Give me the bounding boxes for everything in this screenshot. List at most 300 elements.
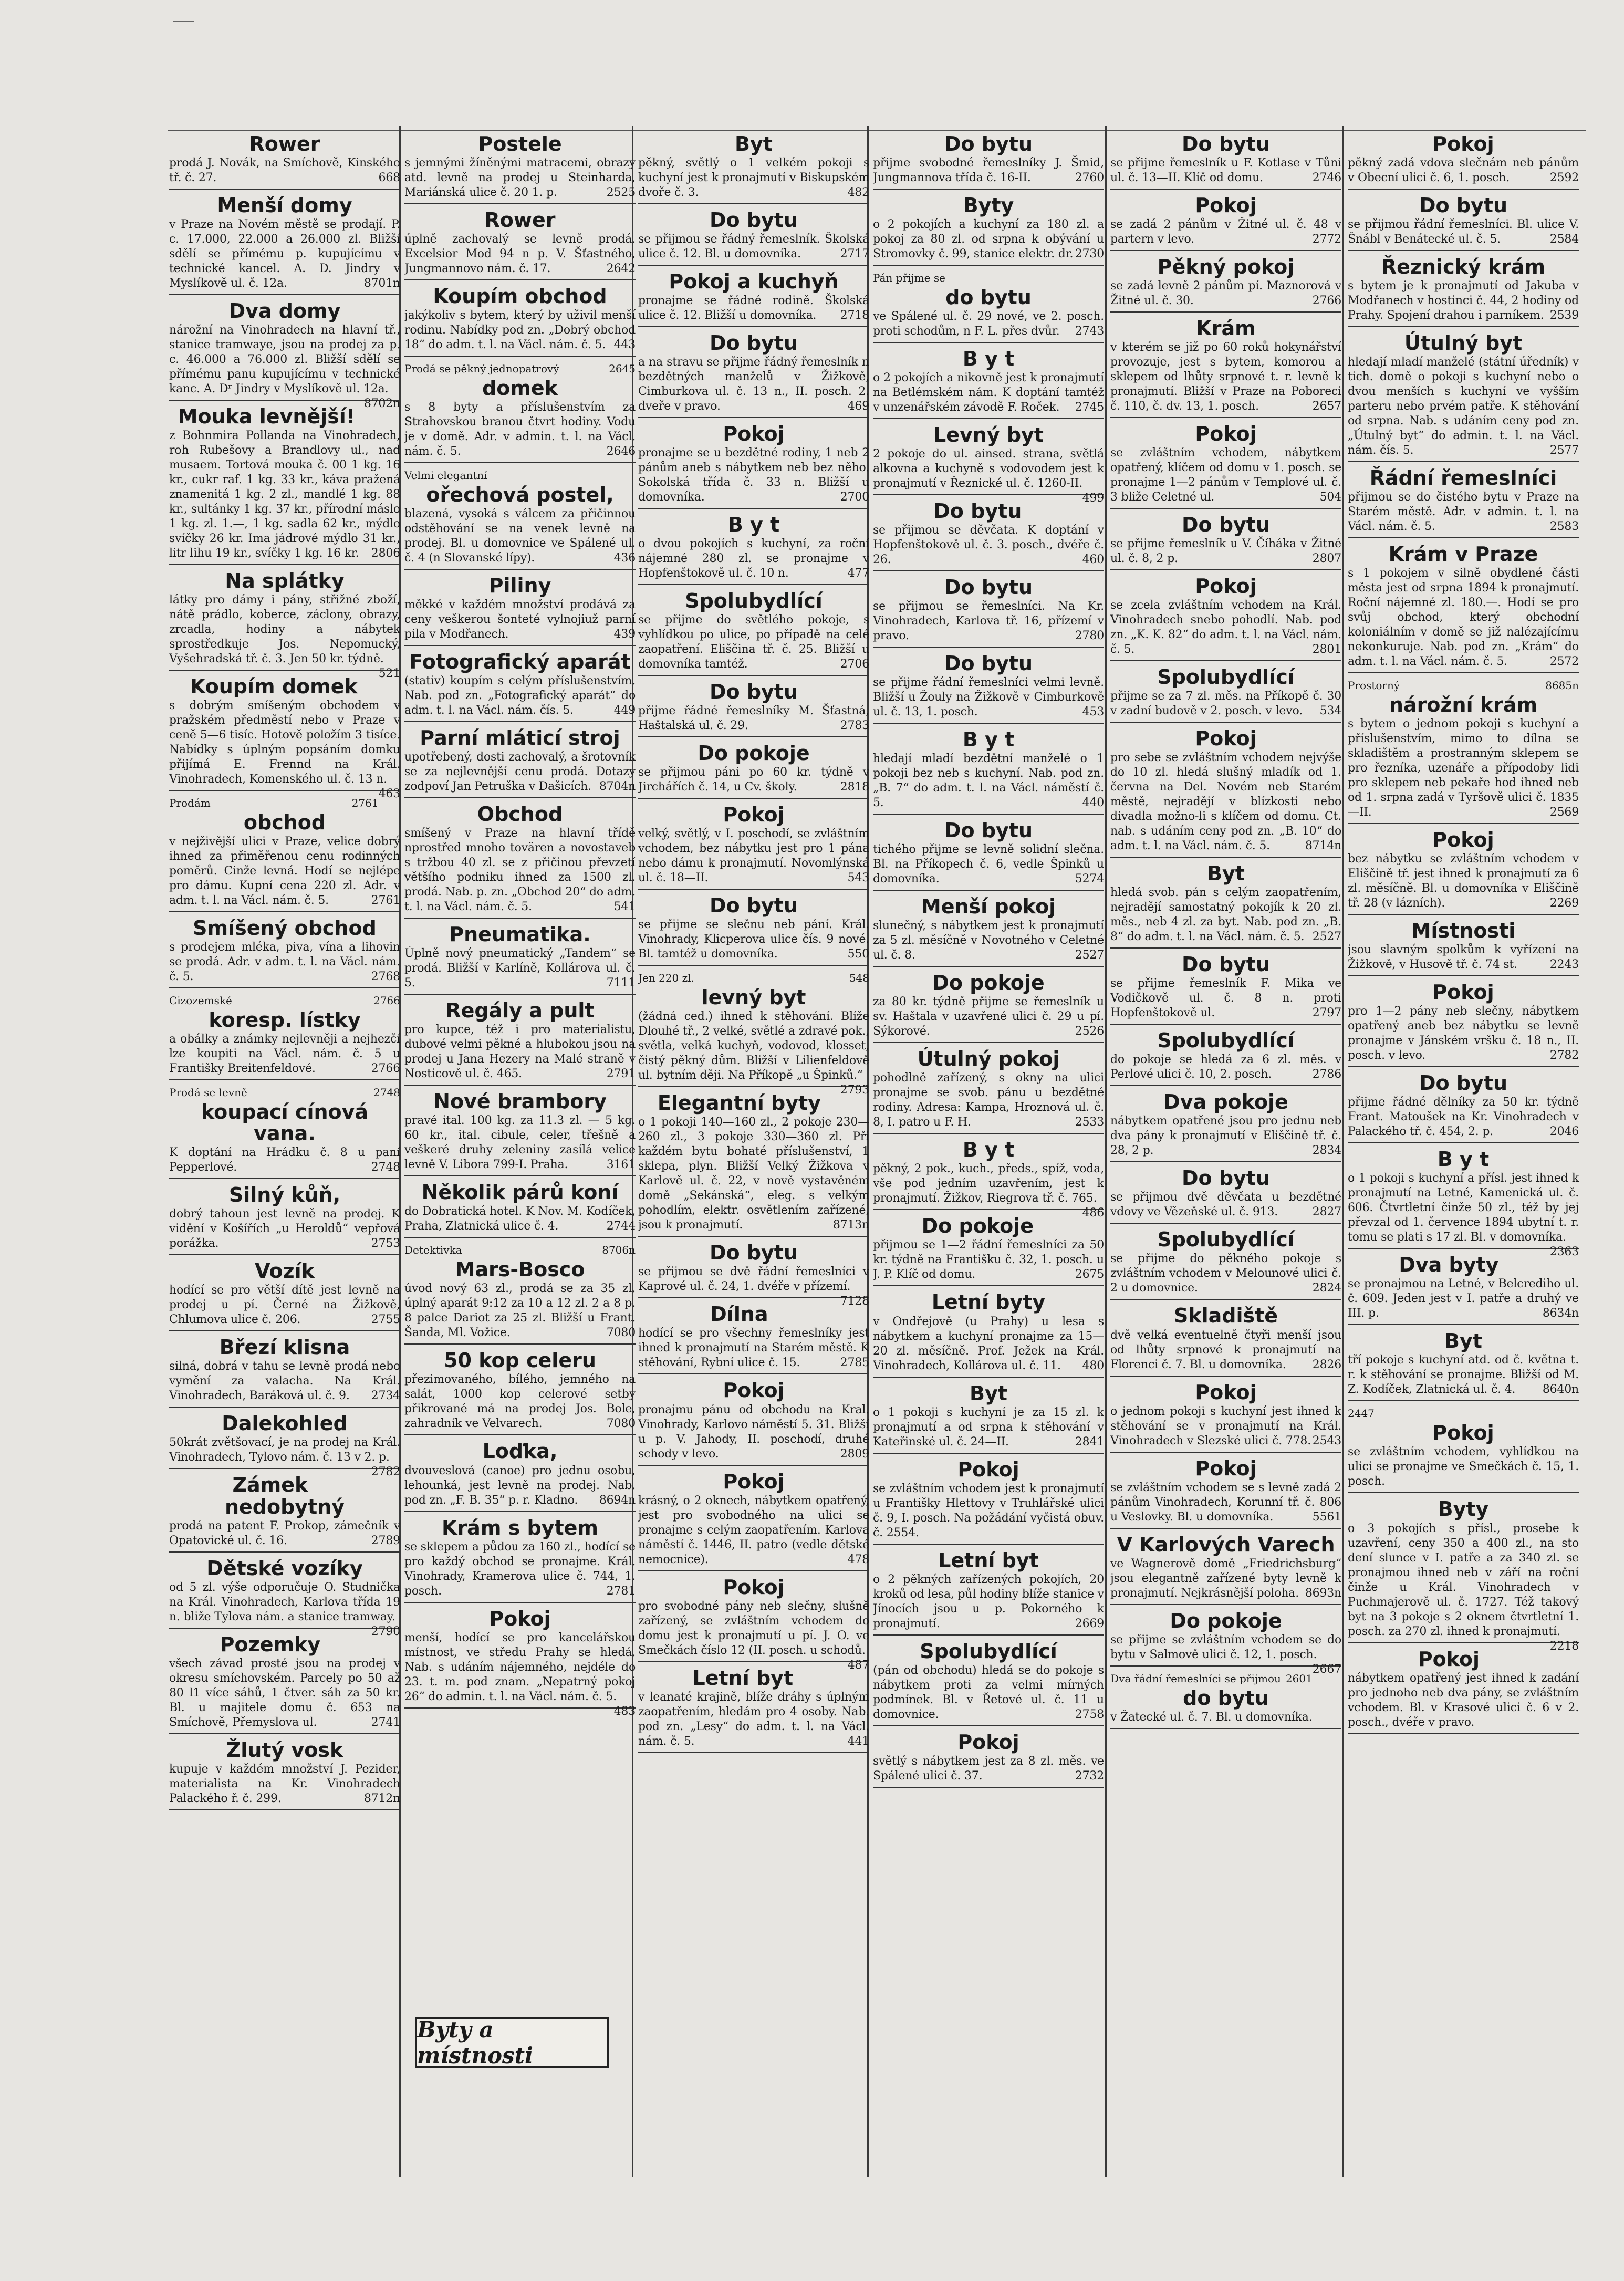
ad-text: pronajmu pánu od obchodu na Kral. Vinohrady, Karlovo náměstí 5. 31. Bližší u p. V. Jahody, II. poschodí, druhé schody v levo. 2809: [638, 1403, 869, 1461]
ad-number: 504: [1319, 491, 1341, 504]
ad-text: Úplně nový pneumatický „Tandem“ se prodá. Bližší v Karlíně, Kollárova ul. č. 5. 7111: [404, 947, 636, 990]
classified-ad: [873, 1732, 1104, 1788]
classified-ad: [169, 406, 400, 565]
ad-heading: Byt: [970, 1381, 1007, 1405]
ad-text: krásný, o 2 oknech, nábytkem opatřený, jest pro svobodného na ulici se pronajme s celým zaopatřením. Karlova náměstí č. 1446, II. patro (vedle dětské nemocnice). 478: [638, 1494, 869, 1566]
classified-ad: [638, 210, 869, 266]
ad-number: 8712n: [363, 1792, 400, 1805]
ad-text: silná, dobrá v tahu se levně prodá nebo vymění za valacha. Na Král. Vinohradech, Baráková ul. č. 9. 2734: [169, 1360, 400, 1403]
classified-ad: [1110, 666, 1341, 723]
ad-number: 2667: [1312, 1662, 1341, 1676]
classified-ad: [873, 1383, 1104, 1454]
ad-text: smíšený v Praze na hlavní třídě nprostřed mnoho tovären a novostaveb s tržbou 40 zl. se z přičinou převzetí většího podniku ihned za 1500 zl. prodá. Nab. p. zn. „Obchod 20“ do adm. t. l. na Václ. nám. č. 5. 541: [404, 827, 636, 914]
ad-number: 2706: [840, 658, 869, 671]
ad-text: do Dobratická hotel. K Nov. M. Kodíček, Praha, Zlatnická ulice č. 4. 2744: [404, 1205, 636, 1233]
ad-text: dvě velká eventuelně čtyři menší jsou od lhůty srpnové k pronajmutí na Florenci č. 7. Bl. u domovníka. 2826: [1110, 1328, 1341, 1371]
ad-heading: Krám: [1196, 317, 1256, 340]
ad-number: 2741: [371, 1715, 400, 1729]
ad-text: v Žatecké ul. č. 7. Bl. u domovníka.: [1110, 1710, 1313, 1724]
ad-text: o 2 pokojích a kuchyní za 180 zl. a pokoj za 80 zl. od srpna k obývání u Stromovky č. 99, stanice elektr. dr. 2730: [873, 218, 1104, 261]
ad-heading: Menší pokoj: [921, 895, 1056, 919]
ad-heading: B y t: [727, 513, 780, 537]
ad-text: se zadá levně 2 pánům pí. Maznorová v Žitné ul. č. 30. 2766: [1110, 279, 1341, 308]
classified-ad: [404, 727, 636, 798]
ad-heading: Dva domy: [228, 299, 341, 323]
ad-preface: Prodám 2761: [169, 797, 379, 810]
ad-heading: Pokoj: [489, 1607, 551, 1630]
ad-number: 521: [378, 667, 400, 681]
ad-heading: Do bytu: [944, 652, 1033, 675]
classified-ad: [1348, 1254, 1579, 1325]
classified-ad: [1110, 728, 1341, 858]
ad-number: 460: [1082, 553, 1104, 567]
ad-number: 2525: [606, 186, 636, 200]
ad-number: 2782: [371, 1465, 400, 1479]
ad-heading: Dva byty: [1399, 1253, 1499, 1277]
ad-heading: Pokoj: [957, 1457, 1019, 1481]
ad-number: 3161: [606, 1158, 636, 1172]
ad-number: 2834: [1312, 1144, 1341, 1158]
classified-ad: [1110, 1534, 1341, 1605]
ad-preface: Dva řádní řemeslníci se přijmou 2601: [1110, 1672, 1313, 1685]
column-5: [1110, 132, 1341, 2175]
ad-text: se přijme se slečnu neb pání. Král. Vinohrady, Klicperova ulice čís. 9 nové. Bl. tamtéž u domovníka. 550: [638, 918, 869, 961]
classified-ad: [169, 1634, 400, 1734]
classified-ad: [404, 468, 636, 570]
ad-heading: Spolubydlící: [1157, 665, 1295, 689]
ad-number: 2809: [840, 1447, 869, 1461]
ad-number: 2577: [1549, 444, 1579, 457]
ad-number: 2801: [1312, 643, 1341, 657]
ad-heading: koresp. lístky: [209, 1008, 361, 1032]
classified-ad: [873, 501, 1104, 571]
classified-ad: [638, 1380, 869, 1465]
classified-ad: [638, 1092, 869, 1237]
classified-ad: [638, 271, 869, 327]
ad-text: za 80 kr. týdně přijme se řemeslník u sv. Haštala v uzavřené ulici č. 29 u pí. Sýkorové. 2526: [873, 995, 1104, 1038]
ad-heading: Pokoj: [723, 422, 785, 446]
classified-ad: [1110, 514, 1341, 570]
classified-ad: [404, 1091, 636, 1176]
ad-text: od 5 zl. výše odporučuje O. Studnička na Král. Vinohradech, Karlova třída 19 n. bliže Tylova nám. a stanice tramway. 2790: [169, 1580, 400, 1638]
ad-text: dvouveslová (canoe) pro jednu osobu, lehounká, jest levně na prodej. Nab. pod zn. „F. B. 35“ p. r. Kladno. 8694n: [404, 1464, 636, 1507]
ad-number: 2583: [1549, 520, 1579, 534]
classified-ad: [169, 796, 400, 912]
ad-heading: Postele: [478, 132, 562, 155]
ad-heading: Byt: [1444, 1329, 1482, 1353]
ad-number: 2526: [1075, 1025, 1104, 1038]
ad-number: 443: [613, 338, 636, 352]
ad-preface: Prodá se pěkný jednopatrový 2645: [404, 362, 636, 376]
ad-heading: Byty: [1438, 1497, 1489, 1521]
ad-heading: Pokoj: [1432, 981, 1494, 1004]
ad-heading: Pokoj: [1418, 1647, 1480, 1671]
ad-heading: Menší domy: [217, 194, 352, 217]
ad-heading: Řeznický krám: [1381, 255, 1546, 279]
ad-number: 2700: [840, 491, 869, 504]
ad-heading: Útulný pokoj: [917, 1047, 1060, 1071]
classified-ad: [1110, 1168, 1341, 1224]
ad-text: se přijmou se dvě řádní řemeslníci v Kaprové ul. č. 24, 1. dvéře v přízemí. 7128: [638, 1265, 869, 1308]
classified-ad: [638, 1471, 869, 1571]
ad-number: 453: [1082, 705, 1104, 719]
ad-text: se přijmou páni po 60 kr. týdně v Jirchářích č. 14, u Cv. školy. 2818: [638, 766, 869, 794]
classified-ad: [404, 362, 636, 463]
ad-heading: Rower: [484, 209, 556, 232]
ad-text: pohodlně zařízený, s okny na ulici pronajme se svob. pánu u bezdětné rodiny. Adresa: Kampa, Hroznová ul. č. 8, I. patro u F. H. 2533: [873, 1071, 1104, 1129]
classified-ad: [169, 675, 400, 801]
column-separator: [1105, 126, 1107, 2177]
ad-text: v nejživější ulici v Praze, velice dobrý ihned za přiměřenou cenu rodinných poměrů. Cinže levná. Hodí se nejlépe pro dámu. Kupní cena 220 zl. Adr. v adm. t. l. na Václ. nám. č. 5. 2761: [169, 835, 400, 908]
ad-number: 439: [613, 628, 636, 641]
ad-text: tichého přijme se levně solidní slečna. Bl. na Příkopech č. 6, vedle Špinků u domovníka. 5274: [873, 843, 1104, 886]
ad-heading: Březí klisna: [219, 1336, 350, 1359]
ad-text: přijme svobodné řemeslníky J. Šmid, Jungmannova třída č. 16-II. 2760: [873, 157, 1104, 185]
ad-text: přijme řádné řemeslníky M. Šťastná, Haštalská ul. č. 29. 2783: [638, 704, 869, 733]
ad-text: s 8 byty a příslušenstvím za Strahovskou branou čtvrt hodiny. Vodu je v domě. Adr. v admin. t. l. na Václ. nám. č. 5. 2646: [404, 401, 636, 459]
ad-number: 2569: [1549, 806, 1579, 819]
ad-text: 50krát zvětšovací, je na prodej na Král. Vinohradech, Tylovo nám. č. 13 v 2. p. 2782: [169, 1436, 400, 1479]
ad-heading: Fotografický aparát: [409, 650, 631, 674]
ad-number: 2734: [371, 1389, 400, 1403]
classified-ad: [873, 1641, 1104, 1726]
classified-ad: [1348, 829, 1579, 915]
ad-heading: Pokoj a kuchyň: [669, 270, 839, 294]
ad-heading: Do pokoje: [1170, 1609, 1282, 1632]
ad-text: světlý s nábytkem jest za 8 zl. měs. ve Spálené ulici č. 37. 2732: [873, 1754, 1104, 1783]
classified-ad: [1348, 679, 1579, 824]
ad-number: 449: [613, 704, 636, 717]
ad-number: 2827: [1312, 1205, 1341, 1219]
ad-number: 2806: [371, 547, 400, 560]
ad-number: 2780: [1075, 629, 1104, 643]
ad-number: 8701n: [363, 277, 400, 290]
classified-ad: [404, 210, 636, 280]
ad-heading: Dalekohled: [222, 1412, 348, 1435]
ad-heading: Pokoj: [1432, 1421, 1494, 1445]
ad-heading: obchod: [243, 811, 326, 835]
ad-preface: 2447: [1348, 1407, 1375, 1420]
ad-number: 2527: [1312, 930, 1341, 944]
ad-text: přijmou se do čistého bytu v Praze na Starém městě. Adr. v admin. t. l. na Václ. nám. č. 5. 2583: [1348, 491, 1579, 534]
ad-heading: Pokoj: [1195, 1456, 1257, 1480]
ad-number: 2782: [1549, 1049, 1579, 1063]
ad-text: kupuje v každém množství J. Pezider, materialista na Kr. Vinohradech Palackého ř. č. 299. 8712n: [169, 1762, 400, 1805]
ad-text: se zvláštním vchodem, vyhlídkou na ulici se pronajme ve Smečkách č. 15, 1. posch.: [1348, 1445, 1579, 1488]
ad-number: 469: [847, 400, 869, 413]
ad-number: 2744: [606, 1220, 636, 1233]
ad-heading: Elegantní byty: [657, 1091, 821, 1115]
ad-text: se zvláštním vchodem se s levně zadá 2 pánům Vinohradech, Korunní tř. č. 806 u Veslovky. Bl. u domovníka. 5561: [1110, 1481, 1341, 1524]
ad-number: 2791: [606, 1067, 636, 1081]
ad-text: o jednom pokoji s kuchyní jest ihned k stěhování se v pronajmutí na Král. Vinohradech v Slezské ulici č. 778. 2543: [1110, 1404, 1341, 1447]
ad-text: nábytkem opatřený jest ihned k zadání pro jednoho neb dva pány, se zvláštním vchodem. Bl. v Krasové ulici č. 6 v 2. posch., dvéře v pravo.: [1348, 1671, 1579, 1729]
ad-heading: Nové brambory: [433, 1090, 607, 1113]
classified-ad: [169, 1184, 400, 1255]
ad-heading: Spolubydlící: [685, 589, 823, 613]
classified-ad: [873, 271, 1104, 343]
ad-number: 2746: [1312, 171, 1341, 185]
ad-text: (pán od obchodu) hledá se do pokoje s nábytkem proti za velmi mírných podmínek. Bl. v Řetové ul. č. 11 u domovnice. 2758: [873, 1663, 1104, 1721]
ad-text: přijme řádné dělníky za 50 kr. týdně Frant. Matoušek na Kr. Vinohradech v Palackého tř. č. 454, 2. p. 2046: [1348, 1096, 1579, 1139]
classified-ad: [404, 1350, 636, 1435]
ad-number: 482: [847, 186, 869, 200]
ad-text: hledají mladí bezdětní manželé o 1 pokoji bez neb s kuchyní. Nab. pod zn. „B. 7“ do adm. t. l. na Václ. náměstí č. 5. 440: [873, 752, 1104, 810]
ad-number: 2766: [371, 1062, 400, 1076]
ad-heading: Do bytu: [944, 819, 1033, 842]
ad-text: o 1 pokoji s kuchyní je za 15 zl. k pronajmutí a od srpna k stěhování v Kateřinské ul. č. 24—II. 2841: [873, 1405, 1104, 1449]
classified-ad: [1110, 1091, 1341, 1162]
classified-ad: [638, 1304, 869, 1374]
ad-number: 2732: [1075, 1769, 1104, 1783]
ad-number: 2790: [371, 1624, 400, 1638]
ad-heading: Na splátky: [225, 569, 345, 593]
ad-number: 7111: [606, 976, 636, 990]
ad-text: hodící se pro všechny řemeslníky jest ihned k pronajmutí na Starém městě. K stěhování, Rybní ulice č. 15. 2785: [638, 1327, 869, 1370]
ad-heading: Levný byt: [933, 423, 1044, 447]
ad-number: 2753: [371, 1237, 400, 1251]
ad-number: 477: [847, 567, 869, 580]
ad-text: měkké v každém množství prodává za ceny veškerou šonteté vylnojiuž parní pila v Modřanech. 439: [404, 598, 636, 641]
ad-preface: Detektivka 8706n: [404, 1244, 636, 1257]
ad-heading: Do pokoje: [932, 971, 1045, 995]
ad-number: 7080: [606, 1326, 636, 1340]
ad-heading: Obchod: [477, 803, 563, 826]
classified-ad: [1348, 332, 1579, 462]
ad-number: 550: [847, 947, 869, 961]
classified-ad: [404, 651, 636, 722]
ad-number: 2584: [1549, 233, 1579, 246]
ad-number: 534: [1319, 704, 1341, 718]
classified-ad: [169, 1261, 400, 1331]
classified-ad: [873, 820, 1104, 891]
ad-text: o 2 pokojích a nikovně jest k pronajmutí na Betlémském nám. K doptání tamtéž v unzenářském závodě F. Roček. 2745: [873, 371, 1104, 414]
ad-number: 2797: [1312, 1006, 1341, 1020]
classified-ad: [404, 1182, 636, 1238]
ad-heading: Do bytu: [1181, 953, 1271, 976]
ad-text: se přijme řemeslník u F. Kotlase v Tůni ul. č. 13—II. Klíč od domu. 2746: [1110, 157, 1341, 185]
ad-number: 2646: [606, 445, 636, 459]
classified-ad: [873, 1550, 1104, 1636]
ad-number: 463: [378, 787, 400, 801]
classified-ad: [638, 1241, 869, 1308]
ad-number: 2717: [840, 247, 869, 261]
classified-ad: [1110, 1229, 1341, 1300]
classified-ad: [638, 804, 869, 890]
classified-ad: [873, 972, 1104, 1043]
classified-ad: [404, 1607, 636, 1718]
ad-text: přijme se za 7 zl. měs. na Příkopě č. 30 v zadní budově v 2. posch. v levo. 534: [1110, 690, 1341, 718]
ad-number: 2675: [1075, 1268, 1104, 1282]
ad-heading: B y t: [962, 1138, 1015, 1162]
ad-text: s bytem o jednom pokoji s kuchyní a příslušenstvím, mimo to dílna se skladištěm a prostranným sklepem se pro řezníka, uzenáře a přípodoby lidi pro sklepem neb pekaře hod ihned neb od 1. srpna zadá v Tyršově ulici č. 1835—II. 2569: [1348, 717, 1579, 819]
ad-number: 2826: [1312, 1358, 1341, 1371]
classified-ad: [638, 743, 869, 799]
ad-heading: Do bytu: [1181, 132, 1271, 155]
ad-text: o 1 pokoji 140—160 zl., 2 pokoje 230—260 zl., 3 pokoje 330—360 zl. Při každém bytu bohaté příslušenství, 1 sklepa, plyn. Bližší Velký Žižkova v Karlově ul. č. 22, v nově vystavěném domě „Sekánská“, eleg. s velkým pohodlím, elektr. osvětlením zařízené, jsou k pronajmutí. 8713n: [638, 1116, 869, 1232]
ad-heading: Pokoj: [1195, 194, 1257, 217]
ad-text: látky pro dámy i pány, střižné zboží, nátě prádlo, koberce, záclony, obrazy, zrcadla, hodiny a nábytek sprostředkuje Jos. Nepomucký, Vyšehradská tř. č. 3. Jen 50 kr. týdně. 521: [169, 593, 400, 681]
ad-heading: 50 kop celeru: [444, 1349, 596, 1372]
classified-ad: [1110, 1382, 1341, 1453]
ad-heading: Piliny: [488, 574, 551, 598]
scan-mark: [173, 21, 194, 22]
ad-heading: Do bytu: [944, 576, 1033, 599]
ad-number: 5561: [1312, 1510, 1341, 1524]
ad-text: pro kupce, též i pro materialistu, dubové velmi pěkné a hlubokou jsou na prodej u Jana Hezery na Malé straně v Nosticově ul. č. 465. 2791: [404, 1023, 636, 1081]
ad-text: se přijme do pěkného pokoje s zvláštním vchodem v Melounové ulici č. 2 u domovnice. 2824: [1110, 1252, 1341, 1295]
ad-text: jsou slavným spolkům k vyřízení na Žižkově, v Husově tř. č. 74 st. 2243: [1348, 943, 1579, 972]
classified-ad: [873, 1459, 1104, 1545]
ad-heading: Do bytu: [709, 894, 798, 918]
ad-heading: Do bytu: [709, 680, 798, 704]
classified-ad: [873, 1138, 1104, 1220]
classified-ad: [638, 1668, 869, 1753]
ad-number: 436: [613, 551, 636, 565]
ad-text: dobrý tahoun jest levně na prodej. K vidění v Košířích „u Heroldů“ vepřová porážka. 2753: [169, 1207, 400, 1251]
classified-ad: [638, 423, 869, 509]
ad-number: 483: [613, 1704, 636, 1718]
ad-heading: Loďka,: [482, 1440, 558, 1463]
ad-text: pravé ital. 100 kg. za 11.3 zl. — 5 kg. 60 kr., ital. cibule, celer, třešně a veškeré druhy zeleniny zasílá velice levně V. Libora 799-I. Praha. 3161: [404, 1114, 636, 1172]
ad-text: přezimovaného, bílého, jemného na salát, 1000 kop celerové setby přikrované má na prodej Jos. Bole, zahradník ve Velvarech. 7080: [404, 1373, 636, 1431]
column-2: [404, 132, 636, 2175]
ad-number: 2755: [371, 1313, 400, 1327]
ad-text: pro svobodné pány neb slečny, slušně zařízený, se zvláštním vchodem do domu jest k pronajmutí u pí. J. O. ve Smečkách číslo 12 (II. posch. u schodů. 487: [638, 1599, 869, 1672]
ad-heading: Žlutý vosk: [226, 1738, 343, 1762]
ad-heading: Silný kůň,: [228, 1183, 341, 1207]
classified-ad: [169, 569, 400, 681]
classified-ad: [169, 195, 400, 295]
ad-number: 487: [847, 1658, 869, 1672]
ad-heading: do bytu: [945, 286, 1032, 309]
ad-text: hledají mladí manželé (státní úředník) v tich. domě o pokoji s kuchyní nebo o dvou menších s kuchyní ve vyšším parteru nebo prvém patře. K stěhování od srpna. Nab. s udáním ceny pod zn. „Útulný byt“ do admin. t. l. na Václ. nám. čís. 5. 2577: [1348, 356, 1579, 457]
ad-text: ve Spálené ul. č. 29 nové, ve 2. posch. proti schodům, n F. L. přes dvůr. 2743: [873, 310, 1104, 338]
ad-number: 2758: [1075, 1707, 1104, 1721]
ad-number: 2841: [1075, 1435, 1104, 1449]
ad-number: 8714n: [1305, 839, 1341, 853]
ad-heading: Pozemky: [220, 1632, 321, 1656]
ad-heading: Rower: [249, 132, 320, 155]
ad-heading: Vozík: [255, 1259, 315, 1283]
ad-text: ve Wagnerově domě „Friedrichsburg“ jsou elegantně zařízené byty levně k pronajmutí. Nejkrásnější poloha. 8693n: [1110, 1557, 1341, 1600]
ad-number: 2363: [1549, 1245, 1579, 1259]
ad-heading: Do bytu: [1181, 513, 1271, 537]
ad-text: v leanaté krajině, blíže dráhy s úplným zaopatřením, hledám pro 4 osoby. Nab. pod zn. „Lesy“ do adm. t. l. na Václ. nám. č. 5. 441: [638, 1690, 869, 1748]
ad-heading: Mars-Bosco: [455, 1258, 585, 1282]
classified-ad: [873, 896, 1104, 967]
ad-number: 2592: [1549, 171, 1579, 185]
classified-ad: [169, 1474, 400, 1552]
ad-number: 2243: [1549, 958, 1579, 972]
ad-text: se zvláštním vchodem, nábytkem opatřený, klíčem od domu v 1. posch. se pronajme 1—2 pánům v Templové ul. č. 3 bliže Celetné ul. 504: [1110, 446, 1341, 504]
ad-number: 2218: [1549, 1639, 1579, 1653]
ad-heading: Pokoj: [1195, 575, 1257, 598]
ad-text: se přijmou řádní řemeslníci. Bl. ulice V. Šnábl v Benátecké ul. č. 5. 2584: [1348, 218, 1579, 246]
ad-heading: ořechová postel,: [426, 483, 614, 507]
ad-number: 2789: [371, 1534, 400, 1547]
classified-ad: [169, 1412, 400, 1479]
classified-ad: [1110, 954, 1341, 1025]
ad-heading: Pěkný pokoj: [1157, 255, 1295, 279]
ad-number: 8704n: [599, 780, 636, 794]
ad-heading: Do pokoje: [698, 742, 810, 765]
ad-text: se přijme se zvláštním vchodem se do bytu v Salmově ulici č. 12, 1. posch. 2667: [1110, 1633, 1341, 1676]
ad-number: 2818: [840, 780, 869, 794]
ad-heading: Krám v Praze: [1388, 543, 1538, 566]
ad-number: 2642: [606, 262, 636, 276]
ad-heading: Pokoj: [723, 1575, 785, 1599]
classified-ad: [404, 1517, 636, 1603]
ad-number: 2533: [1075, 1116, 1104, 1129]
classified-ad: [169, 133, 400, 190]
ad-heading: do bytu: [1183, 1686, 1269, 1710]
classified-ad: [1110, 1305, 1341, 1376]
ad-text: se sklepem a půdou za 160 zl., hodící se pro každý obchod se pronajme. Král. Vinohrady, Kramerova ulice č. 744, 1. posch. 2781: [404, 1540, 636, 1598]
ad-heading: Pokoj: [1432, 132, 1494, 155]
ad-heading: Byt: [735, 132, 773, 155]
classified-ad: [1348, 1497, 1579, 1653]
ad-number: 7128: [840, 1295, 869, 1308]
ad-text: upotřebený, dosti zachovalý, a šrotovník se za nejlevnější cenu prodá. Dotazy zodpoví Jan Petruška v Dašicích. 8704n: [404, 751, 636, 794]
ad-text: pěkný, 2 pok., kuch., předs., spíž, voda, vše pod jedním uzavřením, jest k pronajmutí. Žižkov, Riegrova tř. č. 765. 486: [873, 1162, 1104, 1220]
ad-heading: domek: [482, 377, 558, 400]
ad-text: o 3 pokojích s přísl., prosebe k uzavření, ceny 350 a 400 zl., na sto dení slunce v I. patře a za 340 zl. se pronajmou ihned neb v září na roční činže u Král. Vinohradech v Puchmajerově ul. č. 1727. Též takový byt na 3 pokoje s 2 oknem čtvrtletní 1. posch. za 270 zl. ihned k pronajmutí. 2218: [1348, 1522, 1579, 1653]
ad-number: 2766: [1312, 294, 1341, 308]
column-3: [638, 132, 869, 2175]
ad-number: 2718: [840, 309, 869, 322]
ad-number: 486: [1082, 1206, 1104, 1220]
ad-text: pronajme se řádné rodině. Školská ulice č. 12. Bližší u domovníka. 2718: [638, 294, 869, 322]
ad-number: 541: [613, 900, 636, 914]
ad-text: s prodejem mléka, piva, vína a lihovin se prodá. Adr. v adm. t. l. na Václ. nám. č. 5. 2768: [169, 941, 400, 984]
ad-text: v Praze na Novém městě se prodají. P. c. 17.000, 22.000 a 26.000 zl. Bližší sdělí se přímému p. kupujícímu v technické kancel. A. D. Jindry v Myslíkově ul. č. 12a. 8701n: [169, 218, 400, 290]
classified-ad: [1110, 1458, 1341, 1529]
ad-number: 2046: [1549, 1125, 1579, 1139]
ad-text: a obálky a známky nejlevněji a nejhezčí lze koupiti na Václ. nám. č. 5 u Františky Breitenfeldové. 2766: [169, 1033, 400, 1076]
classified-ad: [638, 681, 869, 737]
ad-heading: Několik párů koní: [421, 1181, 619, 1204]
ad-text: 2 pokoje do ul. ainsed. strana, světlá alkovna a kuchyně s vodovodem jest k pronajmutí v Řeznické ul. č. 1260-II. 499: [873, 447, 1104, 505]
ad-text: přijmou se 1—2 řádní řemeslníci za 50 kr. týdně na Františku č. 32, 1. posch. u J. P. Klíč od domu. 2675: [873, 1238, 1104, 1282]
ad-number: 8640n: [1542, 1383, 1579, 1397]
ad-heading: Útulný byt: [1404, 331, 1523, 355]
ad-heading: Parní mláticí stroj: [420, 726, 620, 750]
classified-ad: [1348, 1148, 1579, 1259]
ad-heading: Do bytu: [933, 499, 1022, 523]
ad-text: velký, světlý, v I. poschodí, se zvláštním vchodem, bez nábytku jest pro 1 pána nebo dámu k pronajmutí. Novomlýnská ul. č. 18—II. 543: [638, 827, 869, 885]
ad-heading: Krám s bytem: [441, 1516, 598, 1539]
ad-heading: Letní byty: [931, 1290, 1046, 1314]
classified-ad: [404, 804, 636, 919]
ad-text: se přijmou se děvčata. K doptání v Hopfenštokově ul. č. 3. posch., dvéře č. 26. 460: [873, 524, 1104, 567]
ad-text: K doptání na Hrádku č. 8 u paní Pepperlové. 2748: [169, 1146, 400, 1174]
ad-number: 2572: [1549, 655, 1579, 669]
ad-text: (stativ) koupím s celým příslušenstvím. Nab. pod zn. „Fotografický aparát“ do adm. t. l. na Václ. nám. čís. 5. 449: [404, 674, 636, 717]
ad-text: jakýkoliv s bytem, který by uživil menší rodinu. Nabídky pod zn. „Dobrý obchod 18“ do adm. t. l. na Václ. nám. č. 5. 443: [404, 309, 636, 352]
ad-heading: koupací cínová vana.: [201, 1100, 369, 1145]
column-4: [873, 132, 1104, 2175]
ad-number: 2745: [1075, 401, 1104, 414]
ad-heading: B y t: [962, 347, 1015, 371]
classified-ad: [873, 195, 1104, 266]
ad-text: pro 1—2 pány neb slečny, nábytkem opatřený aneb bez nábytku se levně pronajme v Jánském vršku č. 18 n., II. posch. v levo. 2782: [1348, 1005, 1579, 1063]
ad-number: 2772: [1312, 233, 1341, 246]
ad-heading: Pokoj: [1195, 727, 1257, 751]
ad-text: pro sebe se zvláštním vchodem nejvýše do 10 zl. hledá slušný mladík od 1. června na Del. Novém neb Starém městě, nejradějí v blízkosti nebo divadla možno-li s klíčem od domu. Ct. nab. s udáním ceny pod zn. „B. 10“ do adm. t. l. na Václ. nám. č. 5. 8714n: [1110, 751, 1341, 853]
ad-heading: Koupím domek: [190, 675, 358, 699]
ad-heading: Pokoj: [1195, 1380, 1257, 1404]
